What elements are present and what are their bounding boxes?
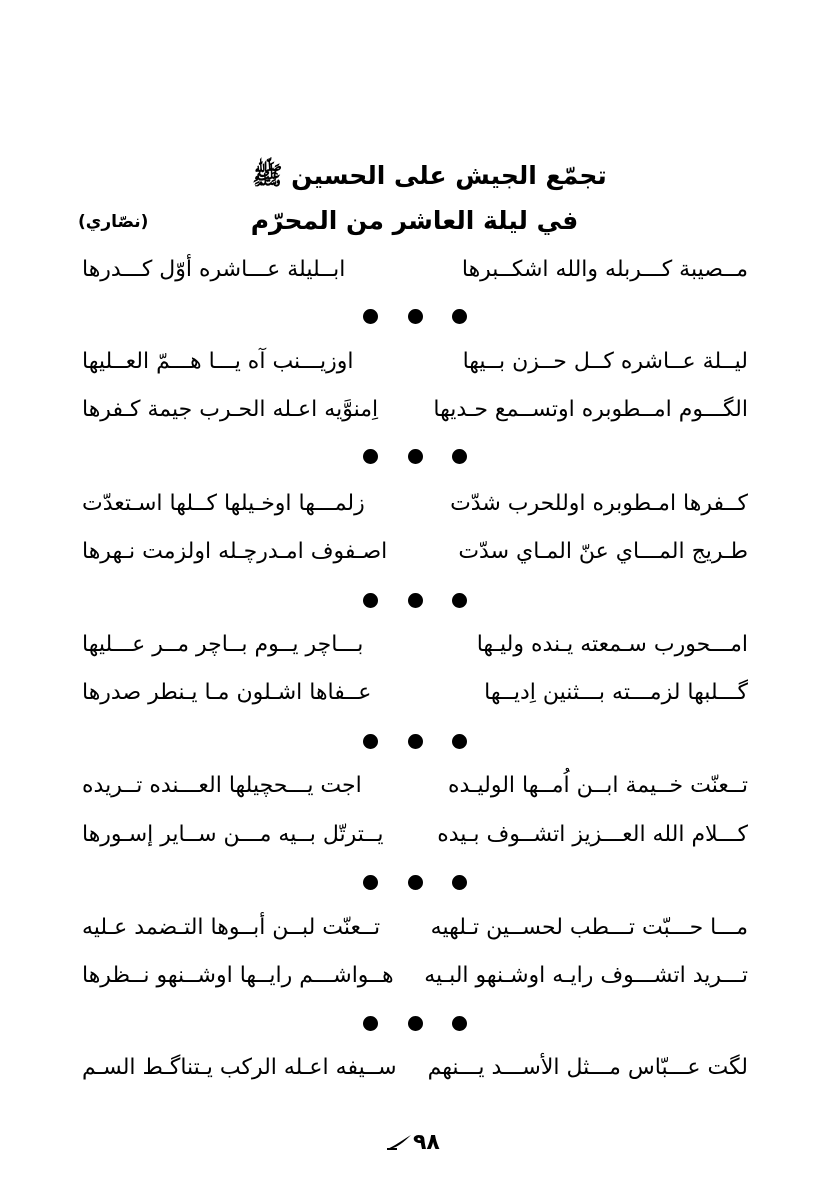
quill-pen-icon [385, 1133, 413, 1151]
verse [82, 908, 748, 948]
poem-subtitle-text: في ليلة العاشر من المحرّم [250, 206, 579, 235]
verse-first-hemistich: تــعنّت خــيمة ابــن اُمــها الوليـده [447, 773, 748, 798]
page-number [385, 1128, 440, 1158]
stanza-separator [363, 872, 467, 892]
verse-second-hemistich: اصـفوف امـدرچـله اولزمت نـهرها [82, 539, 388, 564]
separator-dot [408, 1016, 423, 1031]
verse [82, 956, 748, 996]
poem-genre-label: (نصّاري) [78, 212, 149, 232]
poem-title: تجمّع الجيش على الحسين ﷺ [252, 161, 607, 190]
separator-dot [363, 1016, 378, 1031]
verse-second-hemistich: اِمنوَّيه اعـله الحـرب جيمة كـفرها [82, 397, 379, 422]
verse [82, 250, 748, 290]
separator-dot [408, 449, 423, 464]
stanza-separator [363, 306, 467, 326]
verse-second-hemistich: عــفاها اشـلون مـا يـنطر صدرها [82, 680, 372, 705]
verse-first-hemistich: ليــلة عــاشره كــل حــزن بــيها [462, 349, 748, 374]
verse [82, 625, 748, 665]
verse [82, 342, 748, 382]
verse [82, 484, 748, 524]
verse-first-hemistich: طـريج المـــاي عنّ المـاي سدّت [458, 539, 748, 564]
verse-second-hemistich: اجت يـــحچيلها العـــنده تــريده [82, 773, 362, 798]
verse [82, 390, 748, 430]
verse [82, 673, 748, 713]
separator-dot [408, 309, 423, 324]
verse [82, 1048, 748, 1088]
verse-second-hemistich: هــواشـــم رايــها اوشــنهو نــظرها [82, 963, 394, 988]
separator-dot [363, 593, 378, 608]
verse-first-hemistich: تـــريد اتشـــوف رايـه اوشـنهو البـيه [424, 963, 748, 988]
separator-dot [452, 309, 467, 324]
stanza-separator [363, 590, 467, 610]
verse-second-hemistich: ابــليلة عـــاشره أوّل كـــدرها [82, 257, 346, 282]
verse-first-hemistich: كــفرها امـطوبره اوللحرب شدّت [450, 491, 748, 516]
separator-dot [452, 593, 467, 608]
verse-second-hemistich: زلمـــها اوخـيلها كــلها اسـتعدّت [82, 491, 365, 516]
verse-second-hemistich: يــترتّل بــيه مـــن ســاير إسـورها [82, 822, 384, 847]
separator-dot [363, 449, 378, 464]
verse-first-hemistich: مـــا حـــبّت تـــطب لحســين تـلهيه [430, 915, 748, 940]
separator-dot [408, 593, 423, 608]
page-number-text: ٩٨ [413, 1130, 440, 1155]
verse [82, 532, 748, 572]
verse-first-hemistich: مــصيبة كـــربله والله اشكــبرها [461, 257, 748, 282]
verse-first-hemistich: لگت عـــبّاس مـــثل الأســـد يـــنهم [427, 1055, 748, 1080]
verse-second-hemistich: اوزيـــنب آه يـــا هـــمّ العــليها [82, 349, 354, 374]
verse-second-hemistich: تــعنّت لبــن أبــوها التـضمد عـليه [82, 915, 381, 940]
stanza-separator [363, 1013, 467, 1033]
separator-dot [363, 875, 378, 890]
verse-first-hemistich: گـــلبها لزمـــته بـــثنين اِديــها [484, 680, 748, 705]
verse-first-hemistich: امـــحورب سـمعته يـنده وليـها [476, 632, 748, 657]
verse [82, 815, 748, 855]
separator-dot [452, 875, 467, 890]
verse-second-hemistich: ســيفه اعـله الركب يـتناگـط السـم [82, 1055, 397, 1080]
verse-first-hemistich: الگـــوم امــطوبره اوتســمع حـديها [433, 397, 748, 422]
stanza-separator [363, 731, 467, 751]
separator-dot [452, 734, 467, 749]
separator-dot [452, 1016, 467, 1031]
verse-second-hemistich: بـــاچر يــوم بــاچر مــر عـــليها [82, 632, 364, 657]
stanza-separator [363, 446, 467, 466]
separator-dot [408, 734, 423, 749]
separator-dot [363, 734, 378, 749]
separator-dot [363, 309, 378, 324]
separator-dot [408, 875, 423, 890]
verse-first-hemistich: كـــلام الله العـــزيز اتشــوف بـيده [437, 822, 748, 847]
separator-dot [452, 449, 467, 464]
verse [82, 766, 748, 806]
